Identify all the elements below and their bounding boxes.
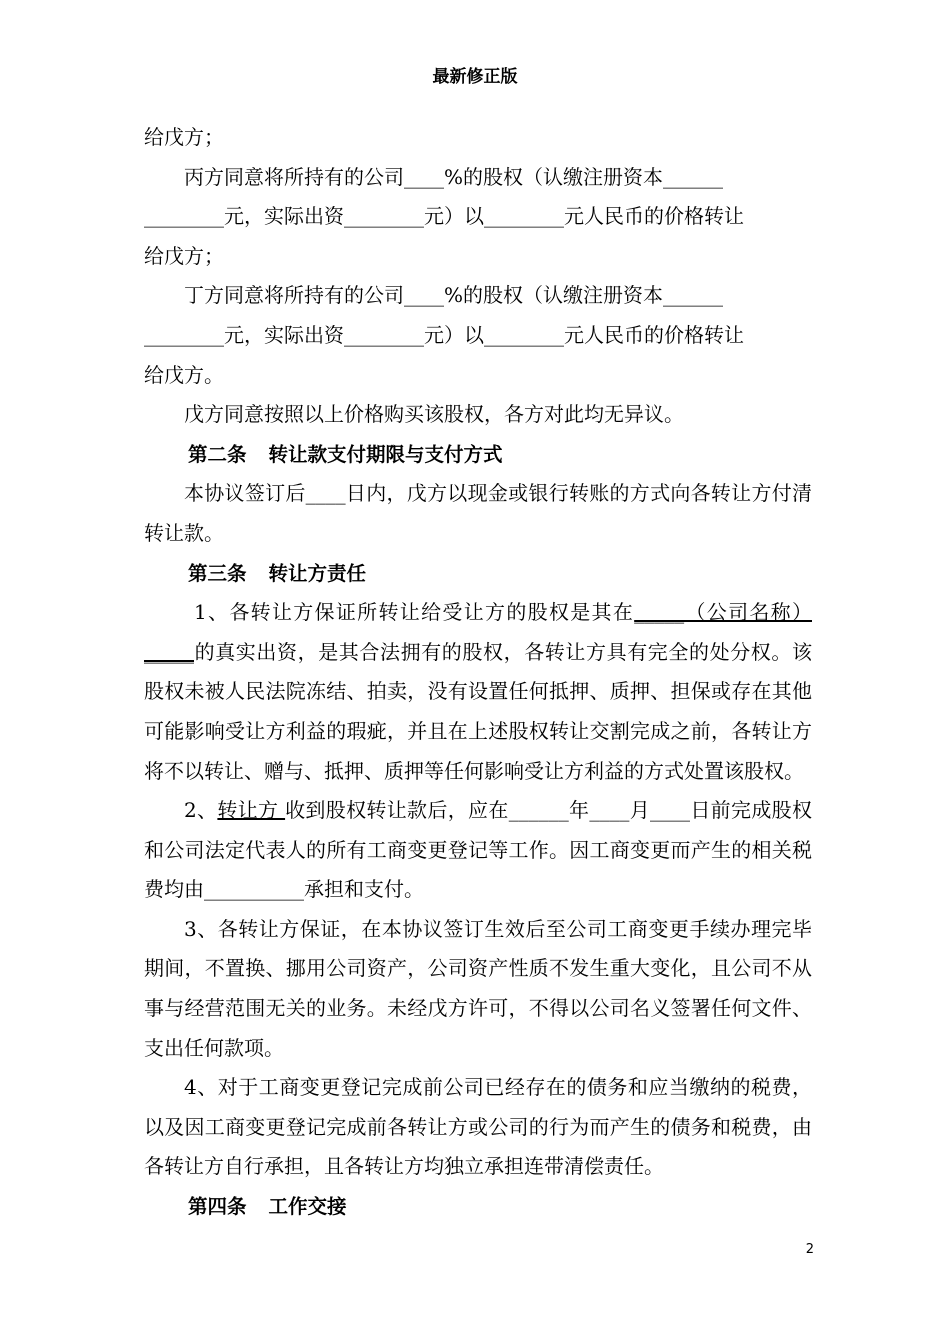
paragraph-party-e-consent: 戊方同意按照以上价格购买该股权，各方对此均无异议。	[184, 402, 684, 427]
item-text: 收到股权转让款后，应在______年____月____日前完成股权和公司法定代表人的所有工商变更登记等工作。因工商变更而产生的相关税费均由__________承担和支付。	[144, 798, 813, 902]
transferor-underlined: 转让方	[217, 798, 286, 823]
article-title: 转让款支付期限与支付方式	[268, 442, 503, 466]
paragraph-text: 给戊方；	[144, 243, 224, 268]
article-3-item-2	[144, 791, 812, 910]
paragraph-text: 给戊方。	[144, 362, 224, 387]
company-name-blank: _____（公司名称）_____	[144, 600, 812, 664]
article-heading-3	[144, 554, 812, 594]
article-3-item-4: 4、对于工商变更登记完成前公司已经存在的债务和应当缴纳的税费，以及因工商变更登记完成前各转让方或公司的行为而产生的债务和税费，由各转让方自行承担，且各转让方均独立承担连带清偿责任。	[144, 1075, 812, 1179]
article-title: 转让方责任	[268, 561, 367, 585]
paragraph-text: ________元，实际出资________元）以________元人民币的价格转让	[144, 204, 744, 229]
paragraph-text: 丁方同意将所持有的公司____%的股权（认缴注册资本______	[184, 283, 724, 308]
paragraph-text: 丙方同意将所持有的公司____%的股权（认缴注册资本______	[184, 164, 724, 189]
item-text: 1、各转让方保证所转让给受让方的股权是其在	[194, 600, 635, 625]
item-text: 2、	[184, 798, 218, 823]
article-number: 第三条	[188, 561, 247, 585]
page-number: 2	[805, 1242, 814, 1257]
paragraph-party-d	[144, 276, 812, 395]
article-number: 第四条	[188, 1195, 247, 1219]
page-header-title: 最新修正版	[432, 67, 518, 87]
article-3-item-3: 3、各转让方保证，在本协议签订生效后至公司工商变更手续办理完毕期间，不置换、挪用公司资产，公司资产性质不发生重大变化，且公司不从事与经营范围无关的业务。未经戊方许可，不得以公司名义签署任何文件、支出任何款项。	[144, 916, 812, 1060]
document-body	[144, 118, 812, 1227]
article-heading-2	[144, 435, 812, 475]
article-number: 第二条	[188, 442, 247, 466]
article-3-item-1	[144, 593, 812, 791]
paragraph-text: ________元，实际出资________元）以________元人民币的价格转让	[144, 322, 744, 347]
article-heading-4	[144, 1187, 812, 1227]
paragraph-line: 给戊方；	[144, 125, 224, 149]
article-title: 工作交接	[268, 1195, 347, 1219]
item-text: 的真实出资，是其合法拥有的股权，各转让方具有完全的处分权。该股权未被人民法院冻结、拍卖，没有设置任何抵押、质押、担保或存在其他可能影响受让方利益的瑕疵，并且在上述股权转让交割完成之前，各转让方将不以转让、赠与、抵押、质押等任何影响受让方利益的方式处置该股权。	[144, 639, 812, 783]
article-2-text: 本协议签订后____日内，戊方以现金或银行转账的方式向各转让方付清转让款。	[144, 481, 812, 545]
paragraph-party-c	[144, 158, 812, 277]
